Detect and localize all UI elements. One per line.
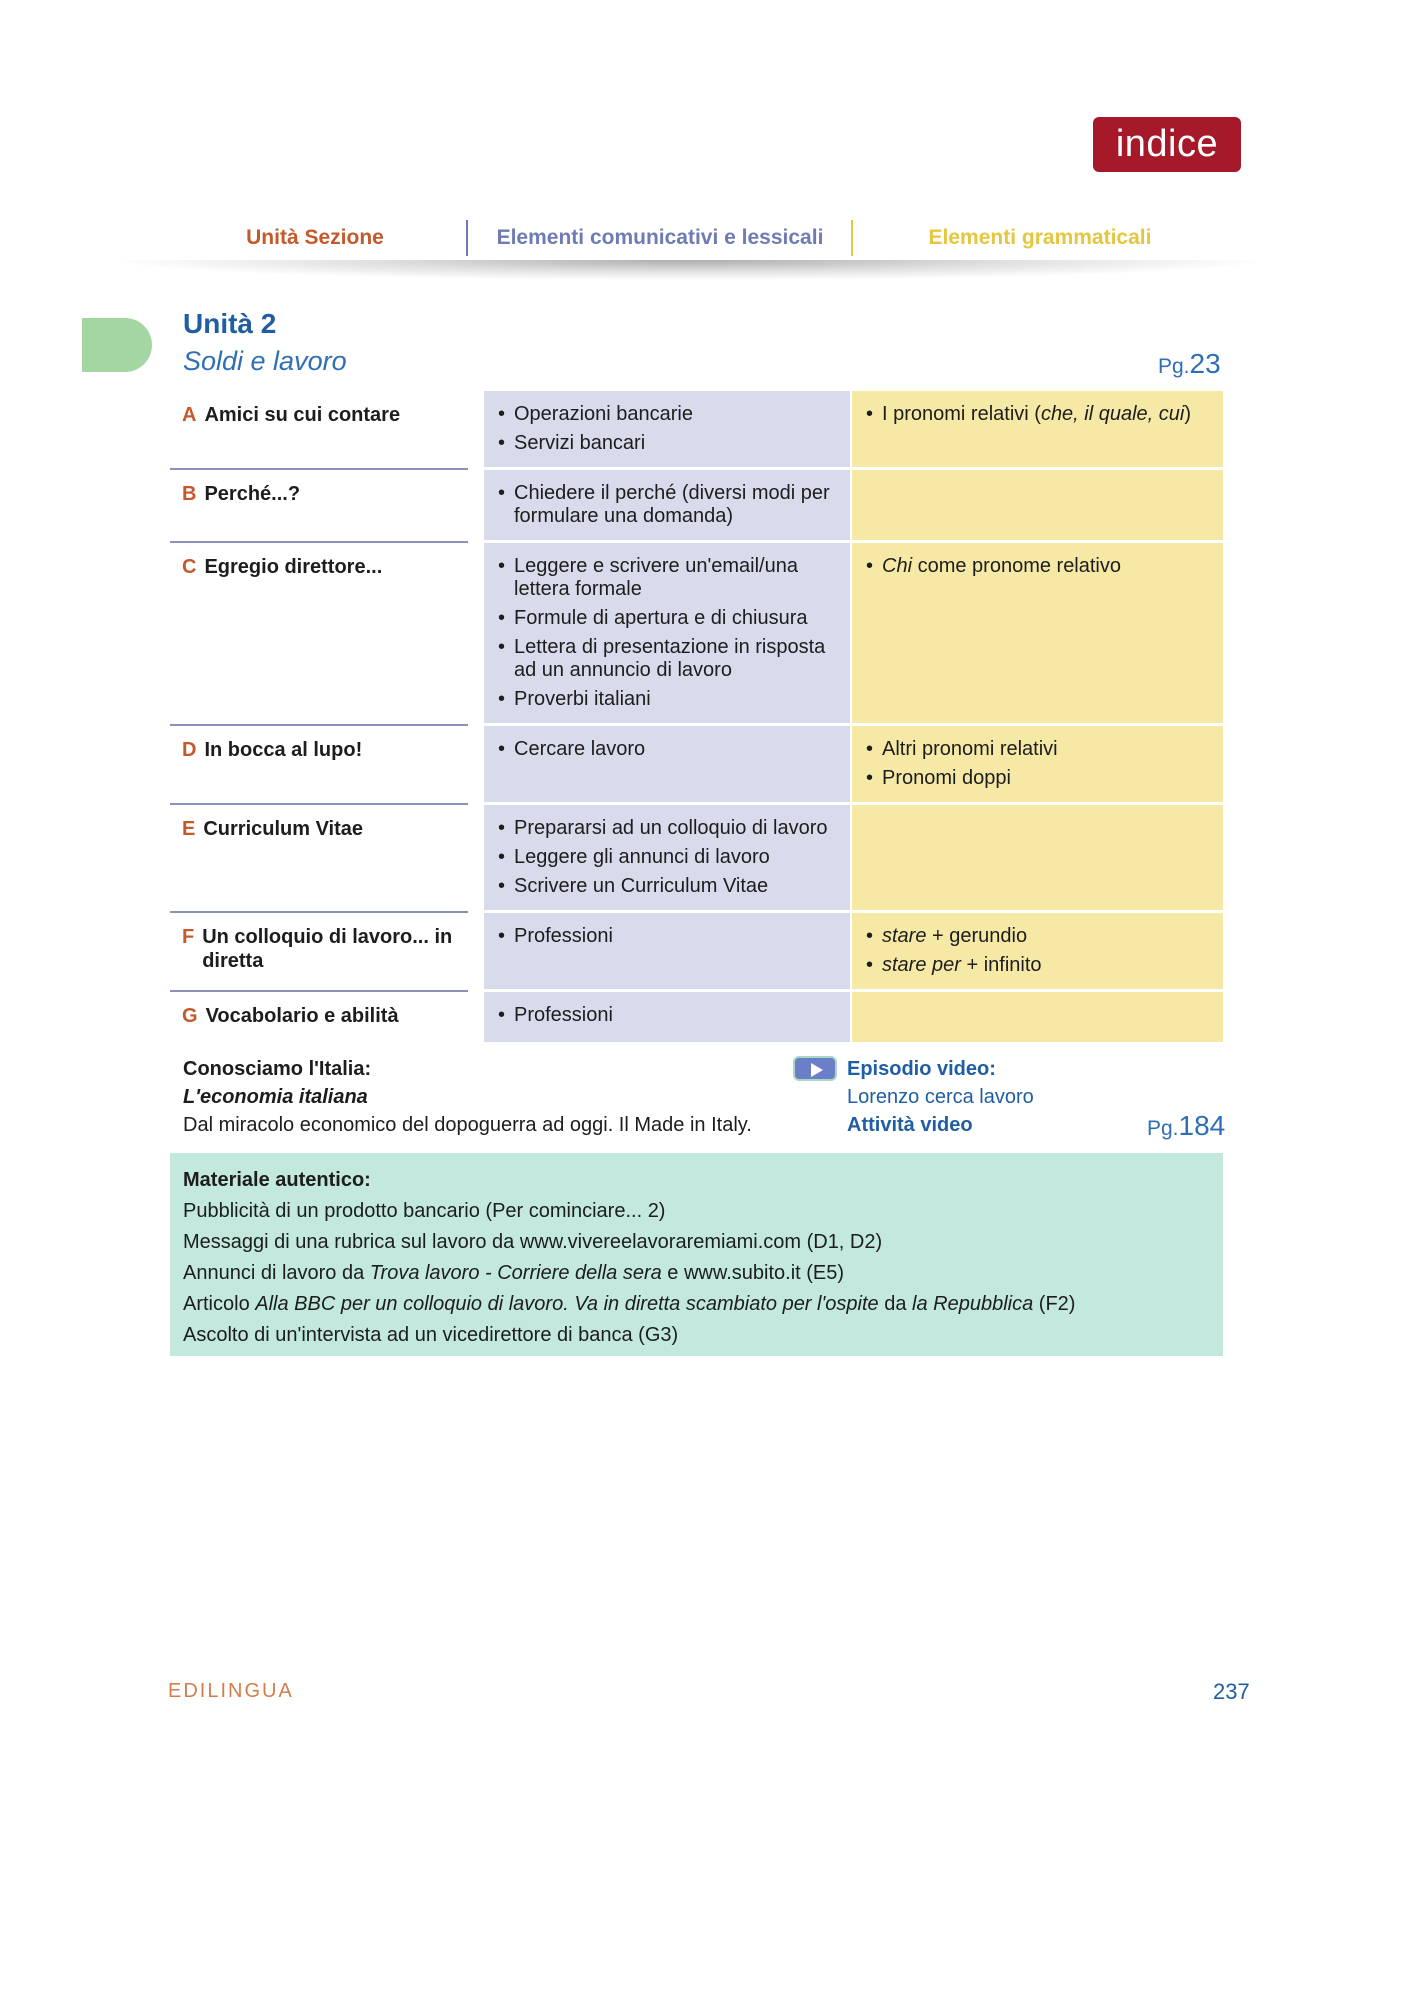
column-divider — [851, 220, 853, 256]
grammar-cell — [852, 543, 1223, 726]
column-header-grammar: Elementi grammaticali — [928, 226, 1152, 249]
grammar-cell — [852, 391, 1223, 470]
list-item: • Professioni — [496, 1004, 838, 1027]
section-d[interactable] — [170, 726, 468, 805]
video-episode-name[interactable]: Lorenzo cerca lavoro — [847, 1086, 1034, 1108]
materiale-line: Annunci di lavoro da Trova lavoro - Corriere della sera e www.subito.it (E5) — [183, 1262, 845, 1284]
materiale-line: Ascolto di un'intervista ad un vicedirettore di banca (G3) — [183, 1324, 679, 1346]
grammar-cell — [852, 913, 1223, 992]
materiale-line: Messaggi di una rubrica sul lavoro da www.vivereelavoraremiami.com (D1, D2) — [183, 1231, 883, 1253]
footer-page-number: 237 — [1213, 1679, 1250, 1704]
grammar-cell — [852, 992, 1223, 1042]
indice-badge: indice — [1093, 117, 1241, 172]
section-title: Perché...? — [204, 483, 301, 505]
list-item: • Altri pronomi relativi — [864, 738, 1211, 761]
video-episode — [847, 1055, 1034, 1139]
conosciamo-title: Conosciamo l'Italia: — [183, 1058, 372, 1080]
section-letter: G — [182, 1005, 198, 1027]
column-header-communicative: Elementi comunicativi e lessicali — [496, 226, 824, 249]
materiale-title: Materiale autentico: — [183, 1169, 371, 1191]
communicative-cell — [484, 543, 850, 726]
unit-page-link[interactable] — [1158, 348, 1221, 380]
section-title: Un colloquio di lavoro... in diretta — [202, 926, 453, 972]
grammar-cell — [852, 726, 1223, 805]
list-item: • Scrivere un Curriculum Vitae — [496, 875, 838, 898]
communicative-cell — [484, 726, 850, 805]
materiale-autentico-box — [170, 1153, 1223, 1356]
list-item: • Proverbi italiani — [496, 688, 838, 711]
page-number: 23 — [1189, 348, 1221, 379]
communicative-cell — [484, 992, 850, 1042]
section-letter: F — [182, 926, 195, 948]
grammar-cell — [852, 470, 1223, 543]
grammar-cell — [852, 805, 1223, 913]
video-activity[interactable]: Attività video — [847, 1114, 973, 1136]
list-item: • Leggere e scrivere un'email/una lettera formale — [496, 555, 838, 601]
list-item: • Lettera di presentazione in risposta ad un annuncio di lavoro — [496, 636, 838, 682]
list-item: • Chi come pronome relativo — [864, 555, 1211, 578]
section-e[interactable] — [170, 805, 468, 913]
page-prefix: Pg. — [1147, 1117, 1179, 1140]
conosciamo-italia — [183, 1055, 752, 1139]
conosciamo-text: Dal miracolo economico del dopoguerra ad oggi. Il Made in Italy. — [183, 1114, 752, 1136]
section-f[interactable] — [170, 913, 468, 992]
section-letter: E — [182, 818, 196, 840]
list-item: • Professioni — [496, 925, 838, 948]
materiale-line: Pubblicità di un prodotto bancario (Per cominciare... 2) — [183, 1200, 666, 1222]
video-page-link[interactable] — [1147, 1110, 1225, 1142]
column-header-unit-section: Unità Sezione — [246, 226, 384, 249]
section-letter: C — [182, 556, 197, 578]
video-play-icon[interactable] — [793, 1056, 837, 1081]
list-item: • Servizi bancari — [496, 432, 838, 455]
video-title: Episodio video: — [847, 1058, 996, 1080]
page-prefix: Pg. — [1158, 355, 1190, 378]
materiale-line: Articolo Alla BBC per un colloquio di lavoro. Va in diretta scambiato per l'ospite da la Repubblica (F2) — [183, 1293, 1076, 1315]
unit-contents-table — [170, 391, 1223, 1042]
column-divider — [466, 220, 468, 256]
unit-subtitle: Soldi e lavoro — [183, 346, 347, 376]
communicative-cell — [484, 391, 850, 470]
section-letter: D — [182, 739, 197, 761]
unit-title: Unità 2 — [183, 308, 277, 339]
section-title: Vocabolario e abilità — [205, 1005, 399, 1027]
section-b[interactable] — [170, 470, 468, 543]
list-item: • Prepararsi ad un colloquio di lavoro — [496, 817, 838, 840]
communicative-cell — [484, 913, 850, 992]
conosciamo-subtitle: L'economia italiana — [183, 1086, 368, 1108]
header-shadow-divider — [120, 260, 1260, 280]
list-item: • I pronomi relativi (che, il quale, cui) — [864, 403, 1211, 426]
section-letter: A — [182, 404, 197, 426]
section-letter: B — [182, 483, 197, 505]
unit-tab-marker — [82, 318, 152, 372]
list-item: • Leggere gli annunci di lavoro — [496, 846, 838, 869]
page-number: 184 — [1178, 1110, 1226, 1141]
section-title: Amici su cui contare — [204, 404, 401, 426]
section-a[interactable] — [170, 391, 468, 470]
publisher-logo: EDILINGUA — [168, 1680, 294, 1702]
list-item: • Operazioni bancarie — [496, 403, 838, 426]
section-c[interactable] — [170, 543, 468, 726]
communicative-cell — [484, 470, 850, 543]
list-item: • stare per + infinito — [864, 954, 1211, 977]
section-g[interactable] — [170, 992, 468, 1042]
communicative-cell — [484, 805, 850, 913]
list-item: • Chiedere il perché (diversi modi per formulare una domanda) — [496, 482, 838, 528]
list-item: • Formule di apertura e di chiusura — [496, 607, 838, 630]
list-item: • Cercare lavoro — [496, 738, 838, 761]
section-title: In bocca al lupo! — [204, 739, 363, 761]
section-title: Curriculum Vitae — [203, 818, 364, 840]
list-item: • stare + gerundio — [864, 925, 1211, 948]
section-title: Egregio direttore... — [204, 556, 383, 578]
list-item: • Pronomi doppi — [864, 767, 1211, 790]
